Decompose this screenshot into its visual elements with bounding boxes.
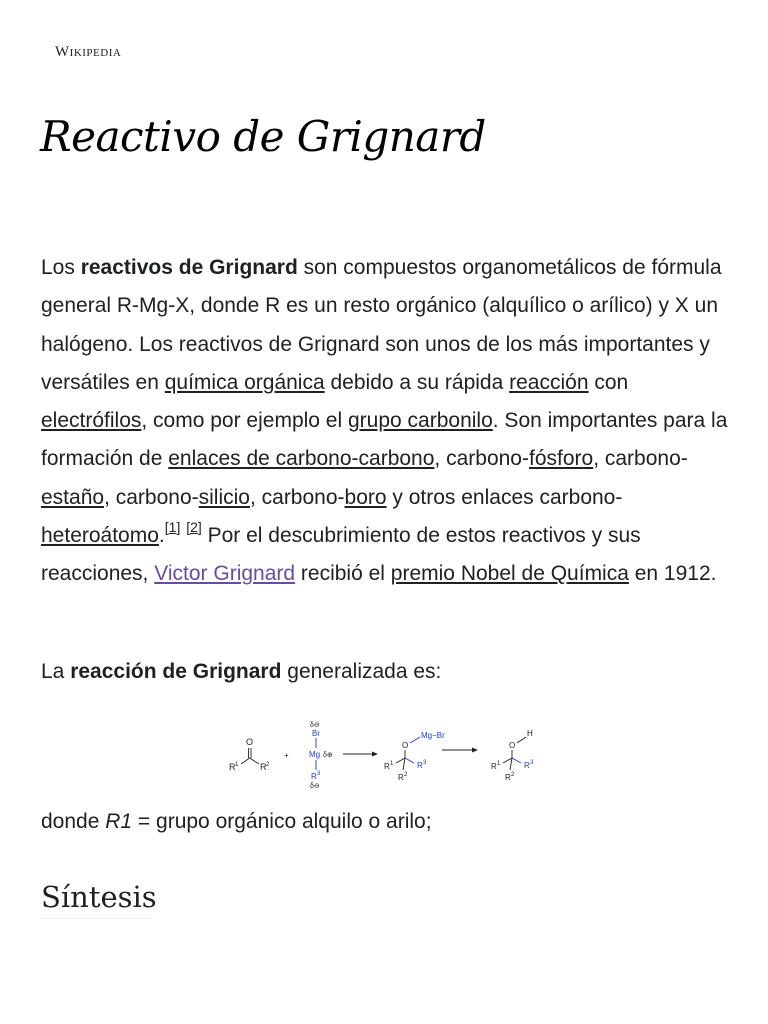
link-estano[interactable]: estaño xyxy=(41,485,105,509)
grignard-reagent-structure xyxy=(309,722,333,790)
link-grupo-carbonilo[interactable]: grupo carbonilo xyxy=(348,409,493,433)
intro-text: , carbono- xyxy=(249,485,345,509)
product-r1-label: R xyxy=(491,762,497,771)
magnesium-label: Mg xyxy=(309,750,321,759)
link-quimica-organica[interactable]: química orgánica xyxy=(164,370,325,394)
intro-text: , como por ejemplo el xyxy=(141,409,348,433)
ketone-r2-label: R xyxy=(260,762,267,772)
intermediate-r2-label: R xyxy=(398,773,404,782)
definition-text: = grupo orgánico alquilo o arilo; xyxy=(132,810,432,833)
alcohol-product-structure xyxy=(491,729,534,782)
intro-text: con xyxy=(588,370,629,394)
intro-text: . xyxy=(158,524,165,548)
intro-text: recibió el xyxy=(295,562,391,586)
intermediate-r1-label: R xyxy=(384,762,390,771)
reaction-arrow-1 xyxy=(343,752,378,757)
link-fosforo[interactable]: fósforo xyxy=(528,447,594,471)
link-heteroatomo[interactable]: heteroátomo xyxy=(41,524,159,548)
intro-text: . Son importantes para la formación de xyxy=(41,409,728,471)
r3-label: R xyxy=(311,772,317,781)
intermediate-oxygen-label: O xyxy=(402,741,409,750)
link-premio-nobel[interactable]: premio Nobel de Química xyxy=(390,562,629,586)
plus-sign: + xyxy=(284,751,289,760)
link-electrofilos[interactable]: electrófilos xyxy=(41,409,142,433)
delta-minus-bottom: δ⊖ xyxy=(310,783,320,790)
product-r3-label: R xyxy=(524,761,530,770)
intro-text: y otros enlaces carbono- xyxy=(386,485,623,509)
intro-text: son compuestos organometálicos de fórmula general R-Mg-X, donde R es un resto orgánico (alquílico o arílico) y X un halógeno. Los reactivos de Grignard son unos de los más importantes y versátiles en xyxy=(41,256,722,394)
intro-text: , carbono- xyxy=(593,447,688,471)
reaction-arrow-2 xyxy=(442,748,478,753)
section-heading-sintesis[interactable]: Síntesis xyxy=(41,880,151,919)
intro-text: en 1912. xyxy=(628,562,717,586)
hydrogen-label: H xyxy=(527,729,533,738)
link-silicio[interactable]: silicio xyxy=(198,485,250,509)
bold-term: reactivos de Grignard xyxy=(80,256,298,279)
bold-term: reacción de Grignard xyxy=(70,660,282,683)
intro-text: , carbono- xyxy=(434,447,529,471)
ketone-r1-superscript: 1 xyxy=(235,762,239,768)
reference-link-1[interactable]: [1] xyxy=(164,519,181,536)
intro-text: Los xyxy=(41,256,81,279)
mg-br-label: Mg−Br xyxy=(421,731,445,740)
ketone-r1-label: R xyxy=(229,762,236,772)
ketone-oxygen-label: O xyxy=(246,737,254,747)
intermediate-r3-superscript: 3 xyxy=(423,760,427,766)
link-victor-grignard[interactable]: Victor Grignard xyxy=(154,562,296,586)
alkoxide-intermediate-structure xyxy=(384,731,445,782)
r3-superscript: 3 xyxy=(317,771,321,777)
delta-minus-top: δ⊖ xyxy=(310,722,320,729)
grignard-reaction-figure[interactable] xyxy=(226,716,546,796)
delta-plus-label: δ⊕ xyxy=(323,752,333,759)
definition-paragraph xyxy=(41,803,729,841)
intermediate-r3-label: R xyxy=(417,761,423,770)
intro-text: debido a su rápida xyxy=(324,370,510,394)
intro-text: , carbono- xyxy=(104,485,199,509)
intro-text: Por el descubrimiento de estos reactivos y sus reacciones, xyxy=(41,524,641,586)
intermediate-r1-superscript: 1 xyxy=(390,761,394,767)
bromine-label: Br xyxy=(312,729,320,738)
definition-text: donde xyxy=(41,810,106,833)
ketone-structure xyxy=(229,737,270,772)
product-r3-superscript: 3 xyxy=(530,760,534,766)
product-r2-superscript: 2 xyxy=(511,772,515,778)
ketone-r2-superscript: 2 xyxy=(266,762,270,768)
product-r1-superscript: 1 xyxy=(497,761,501,767)
link-boro[interactable]: boro xyxy=(344,485,387,509)
wikipedia-wordmark[interactable]: Wikipedia xyxy=(55,44,122,60)
reference-link-2[interactable]: [2] xyxy=(186,519,202,536)
intro-paragraph xyxy=(41,249,729,594)
intermediate-r2-superscript: 2 xyxy=(404,772,408,778)
link-enlaces-carbono-carbono[interactable]: enlaces de carbono-carbono xyxy=(168,447,435,471)
product-oxygen-label: O xyxy=(509,741,516,750)
reaction-intro-text: generalizada es: xyxy=(281,660,442,683)
product-r2-label: R xyxy=(505,773,511,782)
link-reaccion[interactable]: reacción xyxy=(509,370,589,394)
reaction-intro-text: La xyxy=(41,660,71,683)
reference-1 xyxy=(165,519,181,535)
page-title: Reactivo de Grignard xyxy=(40,112,486,161)
reference-2 xyxy=(186,519,202,535)
reaction-intro-paragraph xyxy=(41,653,729,691)
r1-term: R1 xyxy=(105,810,133,833)
